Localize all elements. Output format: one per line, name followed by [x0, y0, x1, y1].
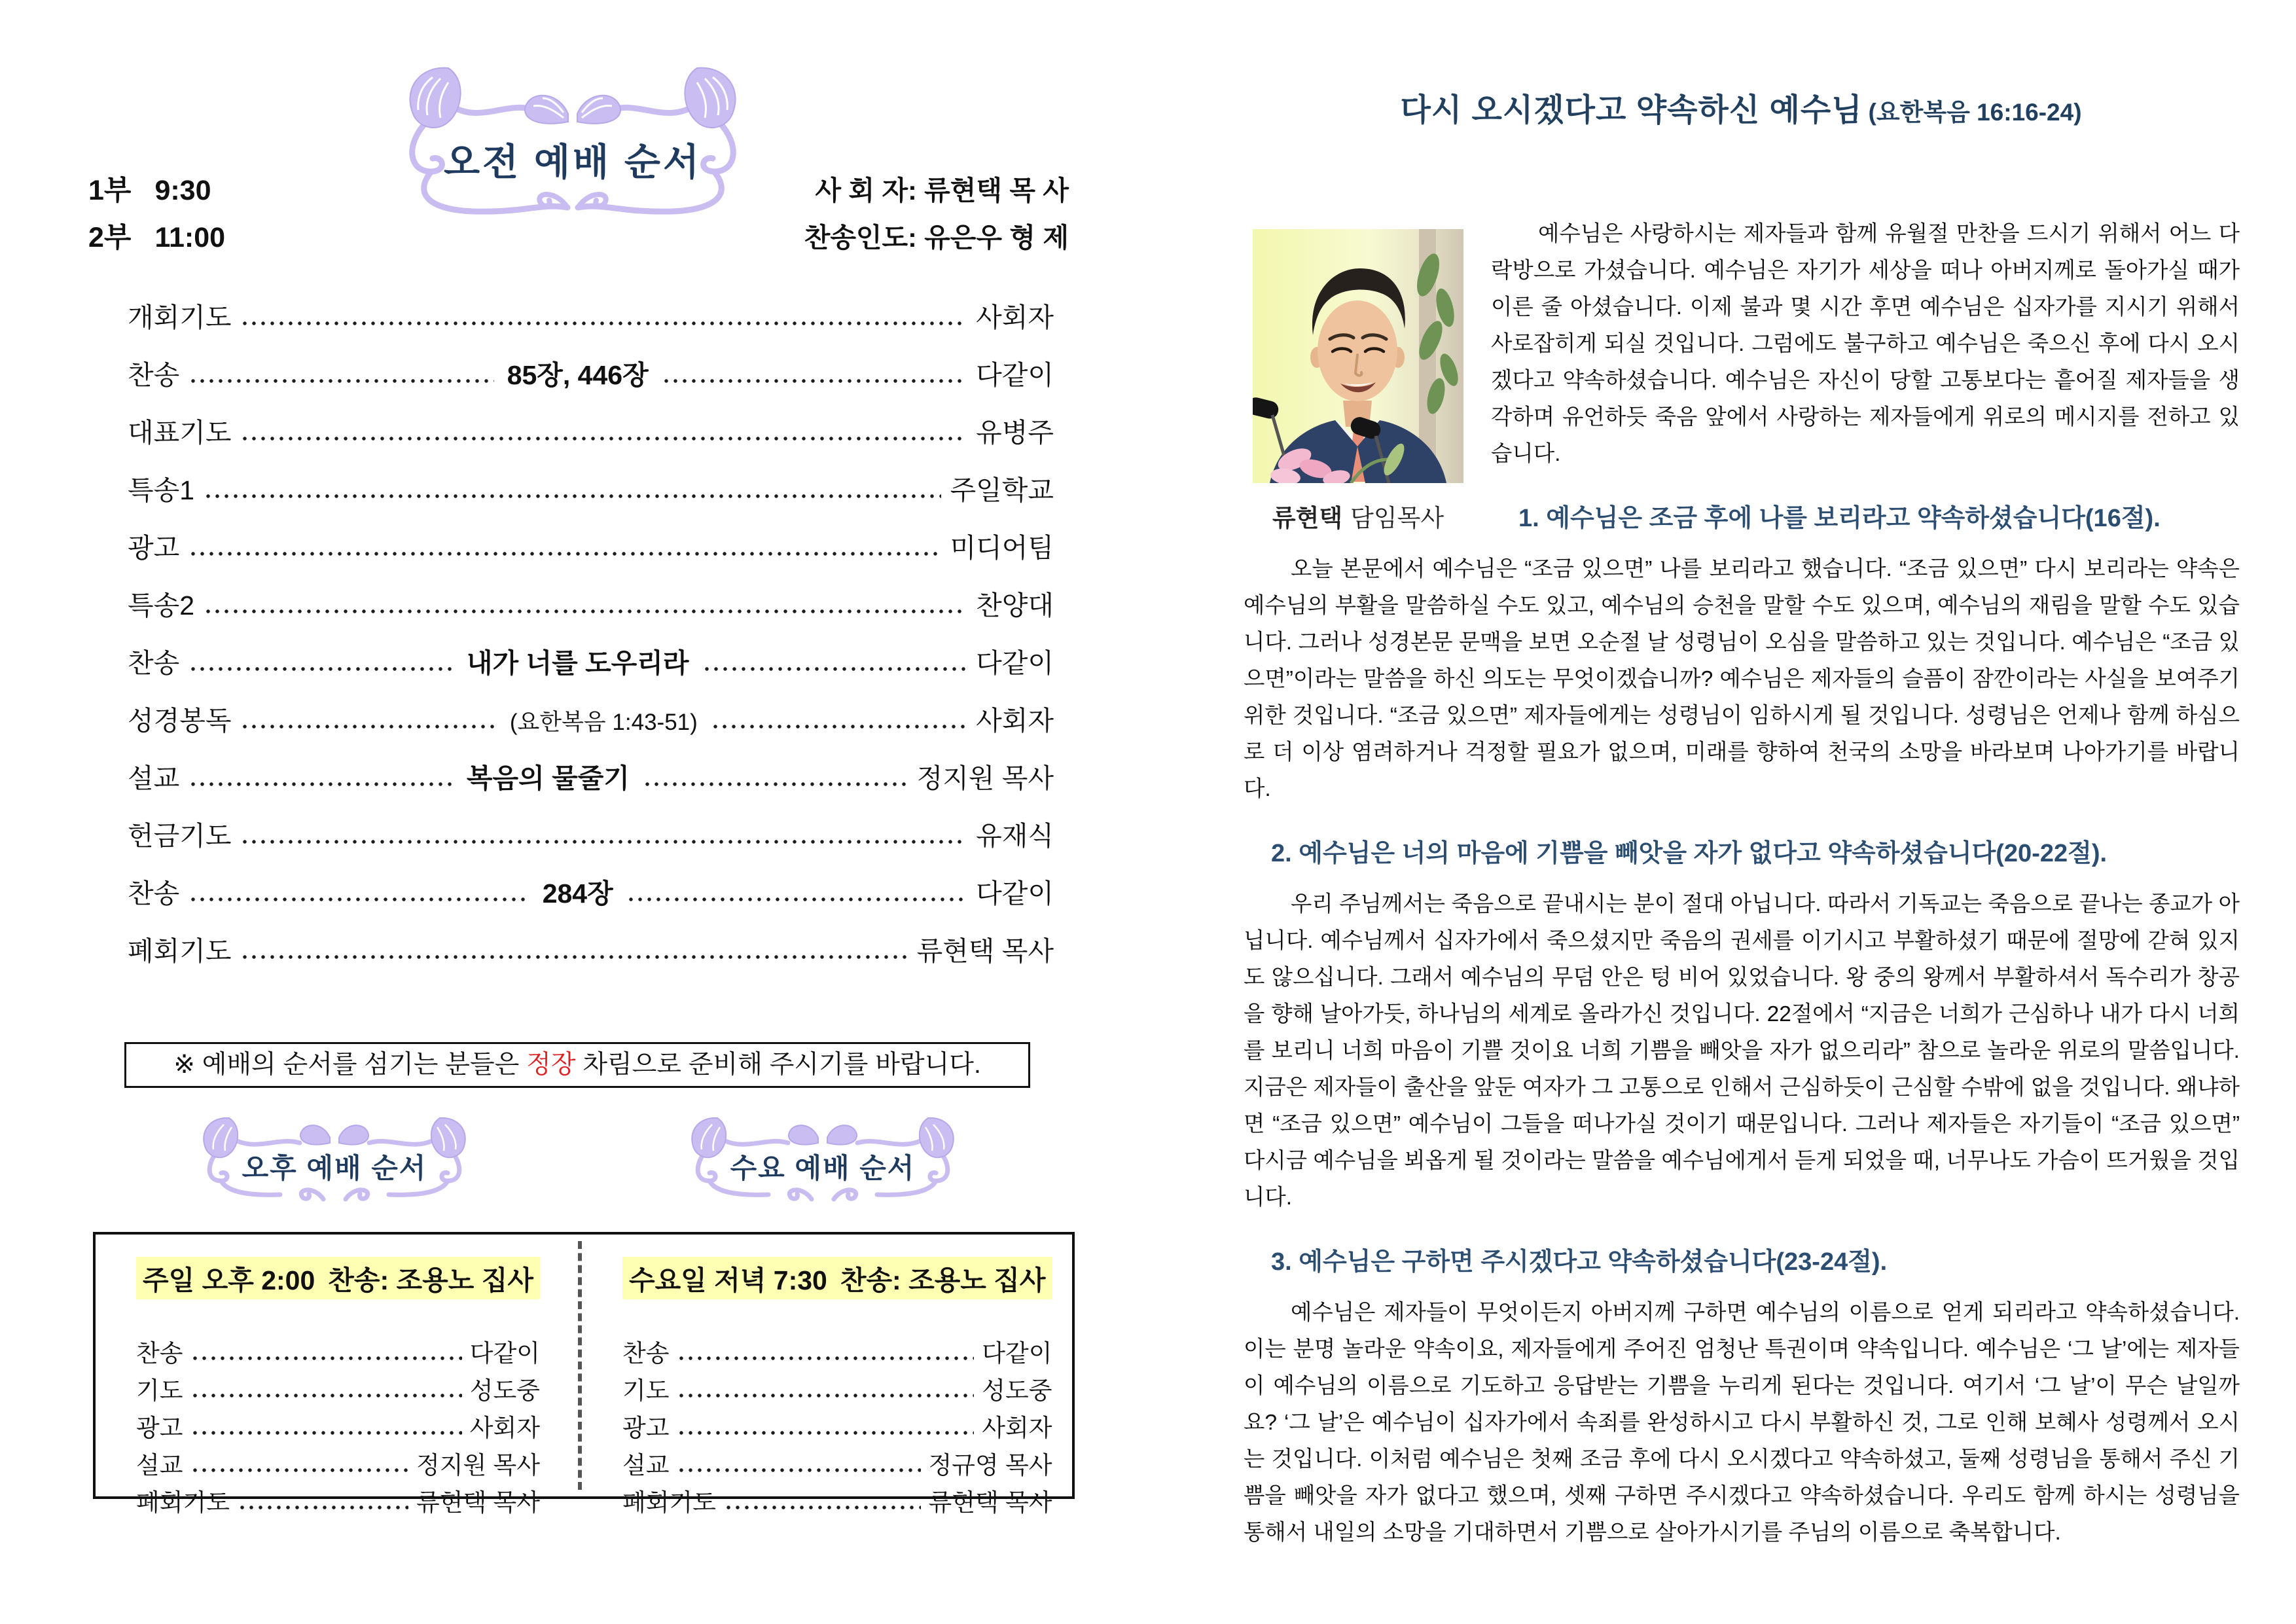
order-row: [622, 1408, 1052, 1445]
dotted-leader: [190, 1392, 461, 1399]
afternoon-songleader-badge: 찬송: 조용노 집사: [321, 1257, 540, 1299]
sermon-section-heading: 1. 예수님은 조금 후에 나를 보리라고 약속하셨습니다(16절).: [1518, 505, 2161, 532]
sermon-sections: [1244, 500, 2240, 1551]
notice-text: ※ 예배의 순서를 섬기는 분들은: [173, 1051, 527, 1079]
dotted-leader: [702, 666, 967, 672]
order-item-person: 류현택 목사: [928, 1489, 1052, 1516]
order-item-label: 헌금기도: [128, 821, 232, 851]
sermon-title-text: 다시 오시겠다고 약속하신 예수님: [1400, 93, 1863, 128]
sermon-section-paragraph: 예수님은 제자들이 무엇이든지 아버지께 구하면 예수님의 이름으로 얻게 되리라고 약속하셨습니다. 이는 분명 놀라운 약속이요, 제자들에게 주어진 엄청난 특권이며 약속입니다. 예수님은 ‘그 날’에는 제자들이 예수님의 이름으로 기도하고 응답받는 기쁨을 누리게 된다는 것입니다. 여기서 ‘그 날’이 무슨 날일까요? ‘그 날’은 예수님이 십자가에서 속죄를 완성하시고 다시 부활하신 것, 그로 인해 보혜사 성령께서 오시는 것입니다. 이처럼 예수님은 첫째 조금 후에 다시 오시겠다고 약속하셨고, 둘째 성령님을 통해서 주신 기쁨을 빼앗을 자가 없다고 했으며, 셋째 구하면 주시겠다고 약속하셨습니다. 우리도 함께 하시는 성령님을 통해서 내일의 소망을 기대하면서 기쁨으로 살아가시기를 주님의 이름으로 축복합니다.: [1244, 1301, 2240, 1545]
order-item-label: 설교: [128, 763, 180, 793]
notice-text: 차림으로 준비해 주시기를 바랍니다.: [575, 1051, 981, 1079]
afternoon-header: [136, 1257, 540, 1299]
morning-service-title: 오전 예배 순서: [443, 141, 702, 183]
order-row: [128, 411, 1054, 469]
order-row: [128, 296, 1054, 353]
afternoon-time-badge: 주일 오후 2:00: [136, 1257, 321, 1299]
order-item-label: 개회기도: [128, 302, 232, 333]
order-row: [622, 1371, 1052, 1408]
order-item-label: 폐회기도: [622, 1489, 716, 1516]
order-item-label: 성경봉독: [128, 706, 232, 736]
order-row: [128, 814, 1054, 872]
dotted-leader: [677, 1467, 920, 1473]
dotted-leader: [188, 666, 454, 672]
officiant-list: [655, 167, 1069, 261]
order-item-person: 성도중: [469, 1377, 540, 1404]
service-time-row: [88, 167, 225, 214]
sermon-section-heading: 3. 예수님은 구하면 주시겠다고 약속하셨습니다(23-24절).: [1271, 1248, 1888, 1276]
order-row: [128, 699, 1054, 757]
order-item-person: 류현택 목사: [916, 936, 1054, 966]
sermon-section-heading: 2. 예수님은 너의 마음에 기쁨을 빼앗을 자가 없다고 약속하셨습니다(20-22절).: [1271, 840, 2108, 867]
order-item-person: 사회자: [469, 1415, 540, 1441]
dotted-leader: [188, 781, 454, 787]
dotted-leader: [240, 723, 496, 730]
dotted-leader: [190, 1355, 461, 1362]
order-item-label: 찬송: [128, 878, 180, 909]
afternoon-order-list: [136, 1333, 540, 1520]
afternoon-service-ornament: [187, 1113, 482, 1211]
order-item-label: 광고: [622, 1415, 670, 1441]
dotted-leader: [240, 954, 907, 960]
service-time-value: 11:00: [154, 222, 226, 253]
order-row: [622, 1483, 1052, 1520]
order-item-detail: 85장, 446장: [507, 360, 649, 390]
order-item-person: 주일학교: [950, 475, 1054, 505]
order-item-person: 사회자: [976, 302, 1054, 333]
order-item-label: 찬송: [128, 648, 180, 678]
morning-order-list: [128, 296, 1054, 987]
order-item-label: 광고: [128, 533, 180, 563]
order-row: [128, 469, 1054, 526]
sermon-title: [1244, 84, 2238, 130]
notice-emphasis: 정장: [526, 1051, 576, 1079]
dotted-leader: [188, 550, 941, 557]
order-row: [136, 1371, 540, 1408]
wednesday-header: [622, 1257, 1052, 1299]
afternoon-column: [96, 1235, 578, 1516]
wednesday-order-list: [622, 1333, 1052, 1520]
dotted-leader: [240, 435, 967, 442]
order-item-label: 폐회기도: [136, 1489, 230, 1516]
order-item-person: 성도중: [982, 1377, 1052, 1404]
order-item-person: 다같이: [976, 360, 1054, 390]
order-item-label: 기도: [136, 1377, 183, 1404]
dotted-leader: [662, 378, 967, 384]
officiant-row: 사 회 자: 류현택 목 사: [815, 175, 1069, 206]
sermon-intro-paragraph: 예수님은 사랑하시는 제자들과 함께 유월절 만찬을 드시기 위해서 어느 다락방으로 가셨습니다. 예수님은 자기가 세상을 떠나 아버지께로 돌아가실 때가 이른 줄 아셨습니다. 이제 불과 몇 시간 후면 예수님은 십자가를 지시기 위해서 사로잡히게 되실 것입니다. 그럼에도 불구하고 예수님은 죽으신 후에 다시 오시겠다고 약속하셨습니다. 예수님은 자신이 당할 고통보다는 흩어질 제자들을 생각하며 유언하듯 죽음 앞에서 사랑하는 제자들에게 위로의 메시지를 전하고 있습니다.: [1491, 222, 2240, 466]
order-item-person: 유병주: [976, 418, 1054, 448]
order-item-label: 대표기도: [128, 418, 232, 448]
order-item-label: 찬송: [622, 1340, 670, 1367]
order-item-person: 정규영 목사: [928, 1452, 1052, 1479]
pastor-photo: [1253, 229, 1463, 483]
order-row: [128, 526, 1054, 584]
dotted-leader: [626, 896, 967, 903]
order-row: [622, 1333, 1052, 1371]
afternoon-service-title: 오후 예배 순서: [242, 1153, 427, 1183]
order-row: [128, 353, 1054, 411]
dotted-leader: [190, 1430, 461, 1436]
service-times: [88, 167, 225, 261]
dotted-leader: [188, 896, 529, 903]
dotted-leader: [711, 723, 967, 730]
dotted-leader: [204, 608, 967, 615]
order-item-label: 찬송: [128, 360, 180, 390]
order-item-person: 사회자: [976, 706, 1054, 736]
sermon-section-paragraph: 오늘 본문에서 예수님은 “조금 있으면” 나를 보리라고 했습니다. “조금 있으면” 다시 보리라는 약속은 예수님의 부활을 말씀하실 수도 있고, 예수님의 승천을 말할 수도 있으며, 예수님의 재림을 말할 수도 있습니다. 그러나 성경본문 문맥을 보면 오순절 날 성령님이 오심을 말씀하고 있는 것입니다. 예수님은 “조금 있으면”이라는 말씀을 하신 의도는 무엇이겠습니까? 예수님은 제자들의 슬픔이 잠깐이라는 사실을 보여주기 위한 것입니다. “조금 있으면” 제자들에게는 성령님이 임하시게 될 것입니다. 성령님은 언제나 함께 하심으로 더 이상 염려하거나 걱정할 필요가 없으며, 미래를 향하여 천국의 소망을 바라보며 나아가기를 바랍니다.: [1244, 557, 2240, 801]
service-part-label: 2부: [88, 222, 132, 253]
order-item-person: 다같이: [982, 1340, 1052, 1367]
order-row: [136, 1483, 540, 1520]
pastor-role: 담임목사: [1350, 505, 1444, 532]
dotted-leader: [240, 839, 967, 845]
wednesday-service-title: 수요 예배 순서: [730, 1153, 916, 1183]
order-item-person: 유재식: [976, 821, 1054, 851]
order-item-detail: (요한복음 1:43-51): [509, 710, 698, 735]
order-row: [136, 1408, 540, 1445]
order-row: [128, 872, 1054, 929]
order-item-label: 광고: [136, 1415, 183, 1441]
order-item-person: 다같이: [976, 878, 1054, 909]
dotted-leader: [677, 1430, 974, 1436]
service-part-label: 1부: [88, 175, 132, 206]
dotted-leader: [643, 781, 908, 787]
order-item-person: 다같이: [469, 1340, 540, 1367]
order-item-label: 기도: [622, 1377, 670, 1404]
order-item-label: 찬송: [136, 1340, 183, 1367]
left-page-order-of-worship: [0, 0, 1145, 1624]
sermon-scripture-reference: (요한복음 16:16-24): [1868, 99, 2082, 126]
right-page-sermon: [1145, 0, 2296, 1624]
wednesday-songleader-badge: 찬송: 조용노 집사: [834, 1257, 1052, 1299]
order-item-detail: 내가 너를 도우리라: [466, 648, 689, 678]
dotted-leader: [677, 1355, 974, 1362]
order-item-label: 폐회기도: [128, 936, 232, 966]
order-item-person: 정지원 목사: [916, 763, 1054, 793]
order-item-person: 찬양대: [976, 590, 1054, 621]
order-item-label: 설교: [136, 1452, 183, 1479]
evening-services-box: [93, 1232, 1075, 1516]
dotted-leader: [204, 493, 941, 499]
wednesday-time-badge: 수요일 저녁 7:30: [622, 1257, 834, 1299]
notice-box: [124, 1042, 1030, 1088]
pastor-name: 류현택: [1272, 505, 1343, 532]
dotted-leader: [724, 1504, 921, 1511]
photo-caption: [1253, 500, 1463, 537]
service-time-value: 9:30: [154, 175, 211, 206]
order-item-detail: 284장: [542, 878, 613, 909]
dotted-leader: [240, 320, 967, 327]
sermon-body: [1244, 216, 2240, 1555]
order-item-person: 정지원 목사: [416, 1452, 540, 1479]
order-item-person: 미디어팀: [950, 533, 1054, 563]
order-row: [622, 1445, 1052, 1483]
service-time-row: [88, 214, 225, 261]
order-item-person: 다같이: [976, 648, 1054, 678]
order-row: [128, 929, 1054, 987]
order-item-label: 특송1: [128, 475, 195, 505]
order-item-person: 류현택 목사: [416, 1489, 540, 1516]
sermon-section-paragraph: 우리 주님께서는 죽음으로 끝내시는 분이 절대 아닙니다. 따라서 기독교는 죽음으로 끝나는 종교가 아닙니다. 예수님께서 십자가에서 죽으셨지만 죽음의 권세를 이기시고 부활하셨기 때문에 절망에 갇혀 있지도 않으십니다. 그래서 예수님의 무덤 안은 텅 비어 있었습니다. 왕 중의 왕께서 부활하셔서 독수리가 창공을 향해 날아가듯, 하나님의 세계로 올라가신 것입니다. 22절에서 “지금은 너희가 근심하나 내가 다시 너희를 보리니 너희 마음이 기쁠 것이요 너희 기쁨을 빼앗을 자가 없으리라” 참으로 놀라운 위로의 말씀입니다. 지금은 제자들이 출산을 앞둔 여자가 그 고통으로 인해서 근심하듯이 근심할 수밖에 없을 것입니다. 왜냐하면 “조금 있으면” 예수님이 그들을 떠나가실 것이기 때문입니다. 그러나 제자들은 자기들이 “조금 있으면” 다시금 예수님을 뵈옵게 될 것이라는 말씀을 예수님에게서 듣게 되었을 때, 너무나도 가슴이 뜨거웠을 것입니다.: [1244, 892, 2240, 1210]
pastor-photo-block: [1253, 229, 1463, 537]
dotted-leader: [238, 1504, 408, 1511]
order-row: [128, 757, 1054, 814]
order-row: [128, 584, 1054, 641]
dotted-leader: [188, 378, 493, 384]
order-item-person: 사회자: [982, 1415, 1052, 1441]
order-row: [128, 641, 1054, 699]
order-row: [136, 1445, 540, 1483]
order-item-label: 설교: [622, 1452, 670, 1479]
dotted-leader: [677, 1392, 974, 1399]
wednesday-service-ornament: [675, 1113, 970, 1211]
officiant-row: 찬송인도: 유은우 형 제: [804, 223, 1069, 253]
order-row: [136, 1333, 540, 1371]
order-item-label: 특송2: [128, 590, 195, 621]
wednesday-column: [582, 1235, 1090, 1516]
dotted-leader: [190, 1467, 408, 1473]
order-item-detail: 복음의 물줄기: [466, 763, 630, 793]
